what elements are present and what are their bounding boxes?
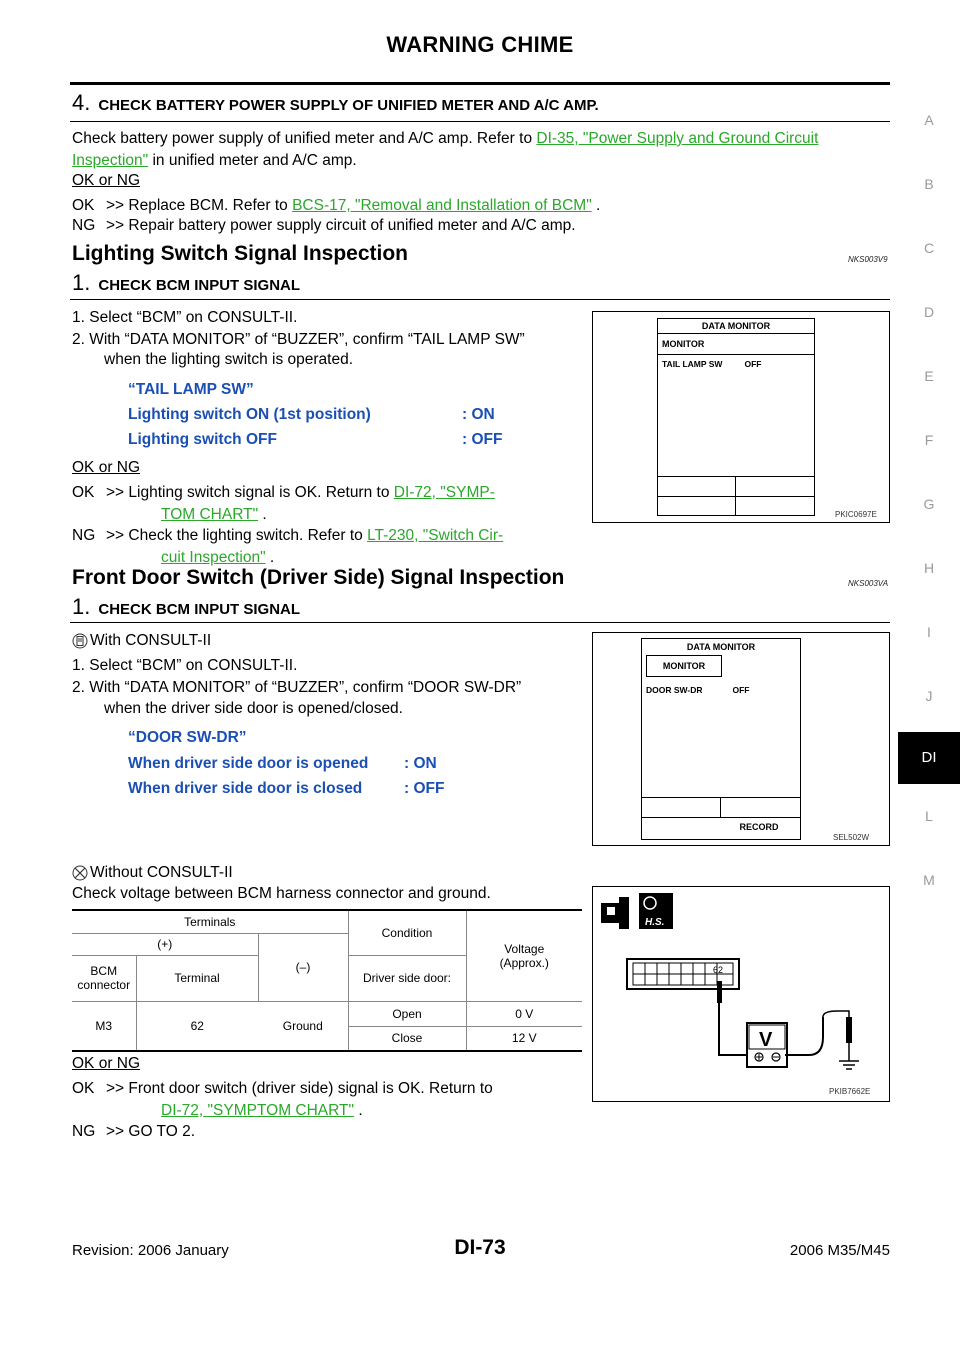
th-condition: Condition — [348, 911, 466, 955]
with-consult: With CONSULT-II — [72, 630, 211, 652]
tab-i[interactable]: I — [927, 624, 931, 640]
door-spec-title: “DOOR SW-DR” — [128, 729, 247, 746]
hs-icon — [639, 893, 673, 929]
door-ng: NG >> GO TO 2. — [72, 1123, 196, 1140]
step4-text: Check battery power supply of unified meter and A/C amp. Refer to DI-35, "Power Supply and Ground Circuit Inspection" in unified meter and A/C amp. — [72, 130, 819, 169]
voltmeter-label: V — [759, 1029, 773, 1051]
link-di72-cont[interactable]: TOM CHART" — [161, 506, 259, 523]
lighting-spec-row1-value: : ON — [462, 406, 495, 423]
step4-ok: OK >> Replace BCM. Refer to BCS-17, "Removal and Installation of BCM" . — [72, 197, 601, 214]
link-di72[interactable]: DI-72, "SYMP- — [393, 484, 495, 501]
footer-model: 2006 M35/M45 — [789, 1242, 890, 1259]
tab-h[interactable]: H — [923, 560, 935, 576]
record-button: RECORD — [739, 822, 779, 832]
door-spec-row2-label: When driver side door is closed — [128, 780, 363, 797]
cell-ground: Ground — [258, 1001, 348, 1050]
voltage-check-figure — [592, 886, 890, 1102]
tab-l[interactable]: L — [925, 808, 933, 824]
cell-close: Close — [348, 1026, 466, 1050]
figure-code: PKIB7662E — [829, 1087, 871, 1096]
step4-ng: NG >> Repair battery power supply circuit of unified meter and A/C amp. — [72, 217, 576, 234]
footer-revision: Revision: 2006 January — [72, 1242, 229, 1259]
divider — [70, 121, 890, 122]
tab-b[interactable]: B — [924, 176, 934, 192]
without-consult: Without CONSULT-II — [72, 862, 233, 884]
door-spec-row1-value: : ON — [404, 755, 437, 772]
no-consult-icon — [72, 865, 88, 881]
link-bcs17[interactable]: BCS-17, "Removal and Installation of BCM" — [292, 197, 592, 214]
lighting-heading: Lighting Switch Signal Inspection — [72, 242, 408, 265]
lighting-ng: NG >> Check the lighting switch. Refer to LT-230, "Switch Cir- cuit Inspection" . — [72, 527, 504, 566]
door-item2: 2. With “DATA MONITOR” of “BUZZER”, confirm “DOOR SW-DR” — [72, 679, 522, 696]
door-heading: Front Door Switch (Driver Side) Signal Inspection — [72, 566, 565, 589]
monitor-row: DOOR SW-DR OFF — [646, 685, 750, 695]
monitor-row: TAIL LAMP SW OFF — [662, 359, 762, 369]
lighting-ok: OK >> Lighting switch signal is OK. Return to DI-72, "SYMP- TOM CHART" . — [72, 484, 495, 523]
link-lt230-cont[interactable]: cuit Inspection" — [161, 549, 266, 566]
consult-icon — [72, 633, 88, 649]
lighting-item2: 2. With “DATA MONITOR” of “BUZZER”, confirm “TAIL LAMP SW” — [72, 331, 525, 348]
lighting-item2-cont: when the lighting switch is operated. — [104, 351, 354, 368]
link-lt230[interactable]: LT-230, "Switch Cir- — [367, 527, 504, 544]
tab-e[interactable]: E — [924, 368, 934, 384]
monitor-header: MONITOR — [646, 655, 722, 677]
door-spec-row1-label: When driver side door is opened — [128, 755, 369, 772]
divider — [70, 622, 890, 623]
door-step-heading: 1. CHECK BCM INPUT SIGNAL — [72, 594, 301, 619]
monitor-title: DATA MONITOR — [658, 319, 814, 334]
lighting-spec-row2-label: Lighting switch OFF — [128, 431, 277, 448]
door-code: NKS003VA — [848, 579, 889, 588]
pin-label: 62 — [713, 965, 724, 975]
lighting-code: NKS003V9 — [848, 255, 888, 264]
tab-f[interactable]: F — [924, 432, 934, 448]
link-di35[interactable]: DI-35, "Power Supply and Ground Circuit — [536, 130, 819, 147]
ground-symbol — [839, 1061, 859, 1069]
lighting-spec-row1-label: Lighting switch ON (1st position) — [128, 406, 371, 423]
lighting-okng: OK or NG — [72, 459, 141, 476]
lighting-item1: 1. Select “BCM” on CONSULT-II. — [72, 309, 298, 326]
cell-open: Open — [348, 1001, 466, 1026]
cell-open-v: 0 V — [466, 1001, 582, 1026]
th-plus: (+) — [72, 933, 258, 955]
step4-heading: 4. CHECK BATTERY POWER SUPPLY OF UNIFIED METER AND A/C AMP. — [72, 90, 599, 115]
cell-connector: M3 — [72, 1001, 136, 1050]
lighting-spec-row2-value: : OFF — [462, 431, 503, 448]
page-title: WARNING CHIME — [386, 32, 574, 57]
th-driver-door: Driver side door: — [348, 955, 466, 1001]
voltage-table — [72, 909, 582, 1052]
svg-text:H.S.: H.S. — [645, 917, 665, 928]
th-terminal: Terminal — [136, 955, 258, 1001]
door-okng: OK or NG — [72, 1055, 141, 1072]
figure-code: PKIC0697E — [835, 510, 877, 519]
data-monitor-figure-tail-lamp — [592, 311, 890, 523]
divider — [70, 299, 890, 300]
cell-terminal: 62 — [190, 1018, 204, 1033]
th-terminals: Terminals — [72, 911, 348, 933]
cell-close-v: 12 V — [511, 1031, 537, 1046]
without-text: Check voltage between BCM harness connector and ground. — [72, 885, 491, 902]
figure-code: SEL502W — [833, 833, 870, 842]
door-ok: OK >> Front door switch (driver side) signal is OK. Return to DI-72, "SYMPTOM CHART" . — [72, 1080, 493, 1119]
tab-di-active[interactable]: DI — [898, 732, 960, 784]
tab-g[interactable]: G — [923, 496, 935, 512]
th-voltage: Voltage (Approx.) — [466, 911, 582, 1001]
monitor-header: MONITOR — [658, 334, 814, 355]
door-spec-row2-value: : OFF — [404, 780, 445, 797]
header-rule — [70, 82, 890, 85]
link-di35-cont[interactable]: Inspection" — [72, 152, 149, 169]
tab-c[interactable]: C — [923, 240, 935, 256]
monitor-screen — [641, 638, 801, 840]
tab-a[interactable]: A — [924, 112, 934, 128]
tab-j[interactable]: J — [925, 688, 933, 704]
th-bcm-connector: BCM connector — [72, 955, 136, 1001]
lighting-step-heading: 1. CHECK BCM INPUT SIGNAL — [72, 270, 301, 295]
harness-diagram — [593, 887, 889, 1101]
door-item1: 1. Select “BCM” on CONSULT-II. — [72, 657, 298, 674]
lighting-spec-title: “TAIL LAMP SW” — [128, 381, 254, 398]
monitor-title: DATA MONITOR — [686, 642, 756, 652]
data-monitor-figure-door — [592, 632, 890, 846]
monitor-screen — [657, 318, 815, 516]
door-item2-cont: when the driver side door is opened/closed. — [104, 700, 403, 717]
link-di72-symptom[interactable]: DI-72, "SYMPTOM CHART" — [161, 1102, 355, 1119]
tab-d[interactable]: D — [923, 304, 935, 320]
page-number: DI-73 — [454, 1236, 506, 1259]
connector-icon — [601, 897, 629, 929]
th-minus: (–) — [258, 933, 348, 1001]
step4-okng: OK or NG — [72, 172, 141, 189]
tab-m[interactable]: M — [923, 872, 935, 888]
